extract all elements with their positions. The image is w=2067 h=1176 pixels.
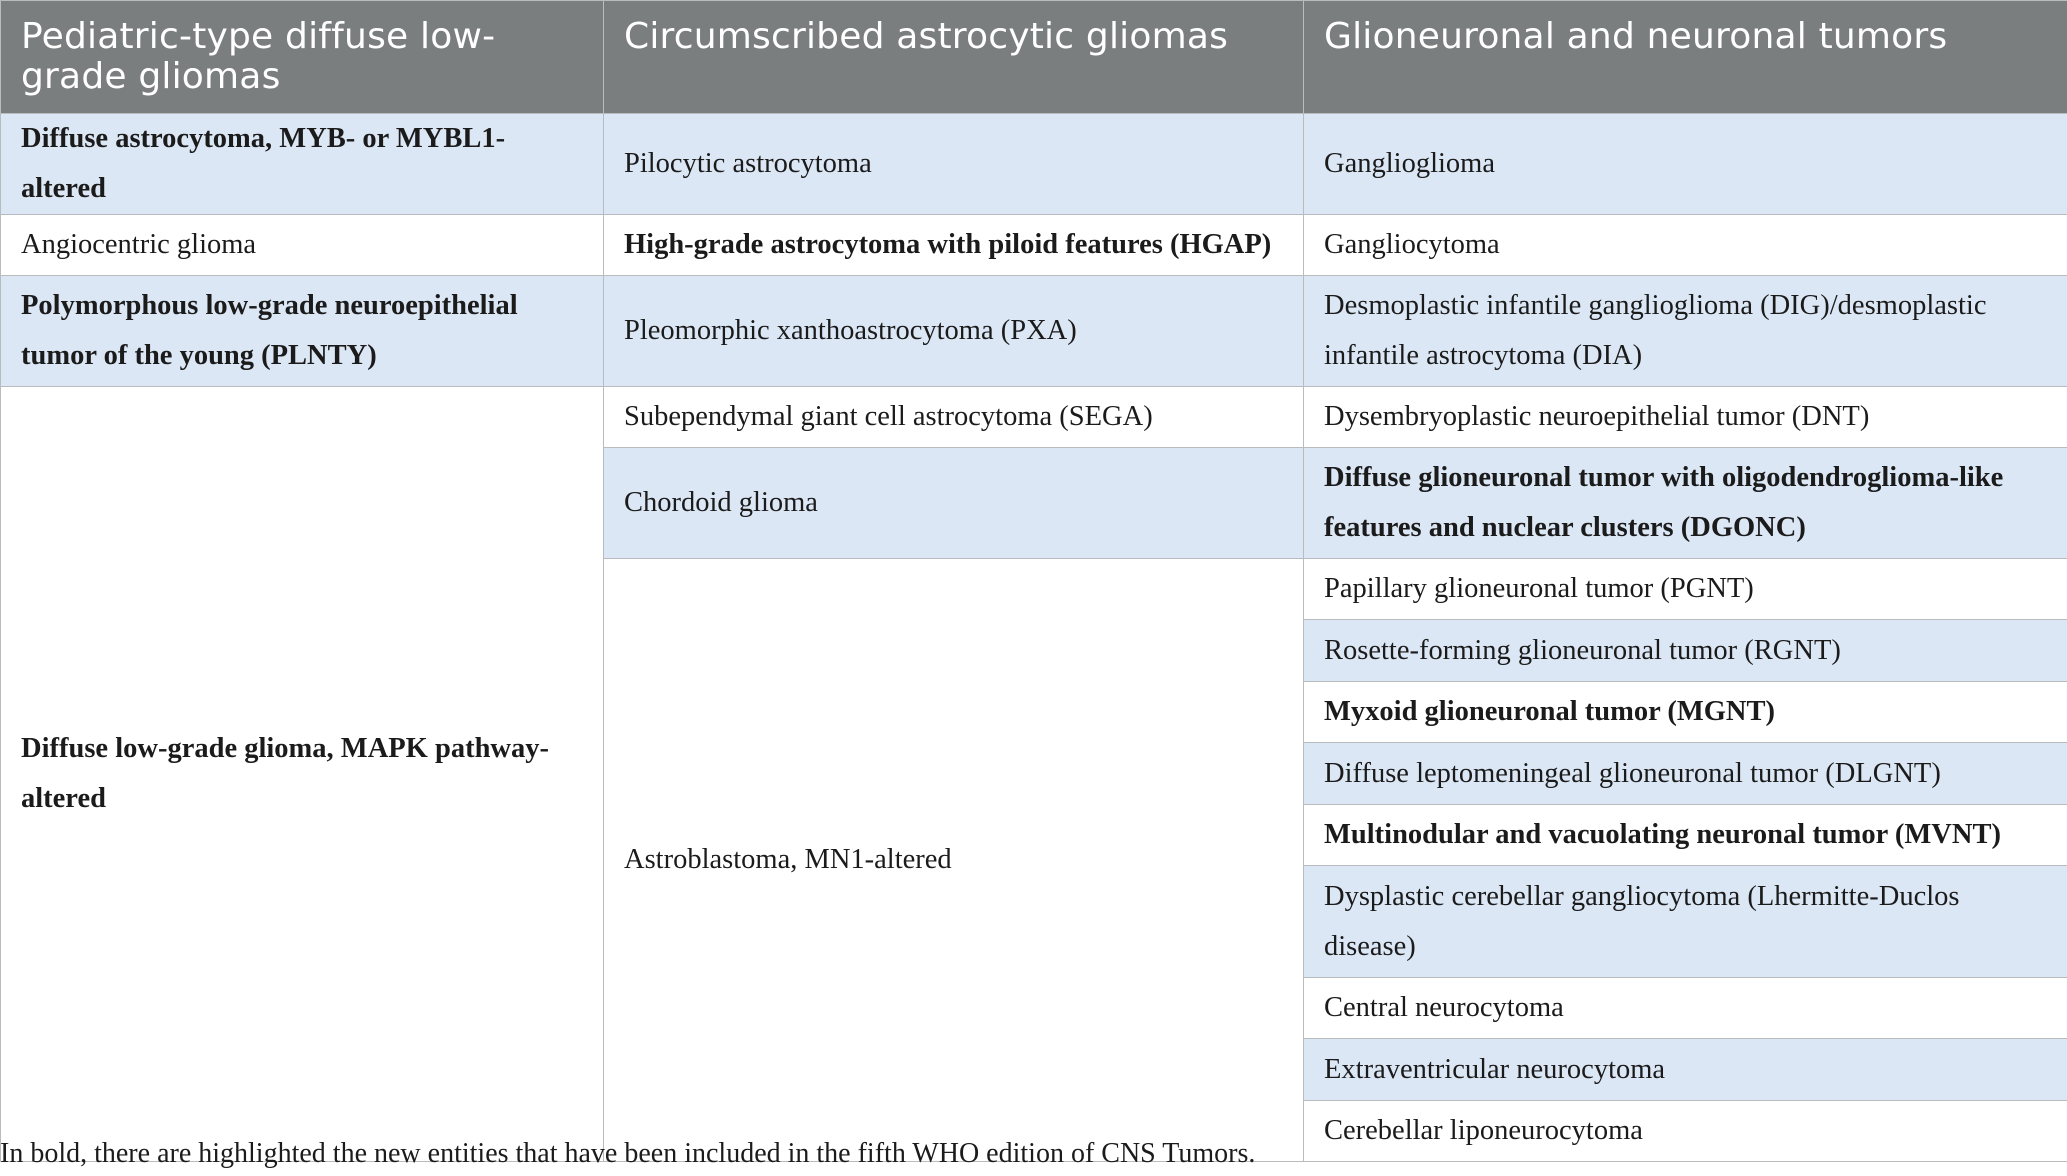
header-pediatric-diffuse-lgg: Pediatric-type diffuse low-grade gliomas bbox=[1, 1, 604, 114]
table-cell: Angiocentric glioma bbox=[1, 215, 604, 276]
table-cell: Dysembryoplastic neuroepithelial tumor (DNT) bbox=[1304, 387, 2067, 448]
table-cell: Diffuse low-grade glioma, MAPK pathway-altered bbox=[1, 387, 604, 1162]
table-row bbox=[1, 114, 2067, 215]
table-row bbox=[1, 215, 2067, 276]
table-cell: Myxoid glioneuronal tumor (MGNT) bbox=[1304, 682, 2067, 743]
table-cell: Papillary glioneuronal tumor (PGNT) bbox=[1304, 559, 2067, 620]
table-row bbox=[1, 276, 2067, 387]
table-cell: High-grade astrocytoma with piloid features (HGAP) bbox=[604, 215, 1304, 276]
table-cell: Gangliocytoma bbox=[1304, 215, 2067, 276]
header-row bbox=[1, 1, 2067, 114]
table-cell: Pleomorphic xanthoastrocytoma (PXA) bbox=[604, 276, 1304, 387]
table-cell: Rosette-forming glioneuronal tumor (RGNT) bbox=[1304, 620, 2067, 682]
table-cell: Astroblastoma, MN1-altered bbox=[604, 559, 1304, 1162]
table-row bbox=[1, 387, 2067, 448]
table-cell: Polymorphous low-grade neuroepithelial tumor of the young (PLNTY) bbox=[1, 276, 604, 387]
table-cell: Desmoplastic infantile ganglioglioma (DIG)/desmoplastic infantile astrocytoma (DIA) bbox=[1304, 276, 2067, 387]
table-cell: Ganglioglioma bbox=[1304, 114, 2067, 215]
table-cell: Diffuse glioneuronal tumor with oligodendroglioma-like features and nuclear clusters (DGONC) bbox=[1304, 448, 2067, 559]
table-footnote: In bold, there are highlighted the new entities that have been included in the fifth WHO edition of CNS Tumors. bbox=[0, 1138, 1256, 1169]
table-cell: Multinodular and vacuolating neuronal tumor (MVNT) bbox=[1304, 805, 2067, 866]
table-cell: Cerebellar liponeurocytoma bbox=[1304, 1101, 2067, 1162]
table-cell: Subependymal giant cell astrocytoma (SEGA) bbox=[604, 387, 1304, 448]
table-cell: Diffuse astrocytoma, MYB- or MYBL1-altered bbox=[1, 114, 604, 215]
header-glioneuronal-neuronal: Glioneuronal and neuronal tumors bbox=[1304, 1, 2067, 114]
table-cell: Diffuse leptomeningeal glioneuronal tumor (DLGNT) bbox=[1304, 743, 2067, 805]
table-cell: Central neurocytoma bbox=[1304, 978, 2067, 1039]
table-cell: Extraventricular neurocytoma bbox=[1304, 1039, 2067, 1101]
table-cell: Pilocytic astrocytoma bbox=[604, 114, 1304, 215]
header-circumscribed-astrocytic: Circumscribed astrocytic gliomas bbox=[604, 1, 1304, 114]
table-cell: Dysplastic cerebellar gangliocytoma (Lhermitte-Duclos disease) bbox=[1304, 866, 2067, 978]
table-cell: Chordoid glioma bbox=[604, 448, 1304, 559]
